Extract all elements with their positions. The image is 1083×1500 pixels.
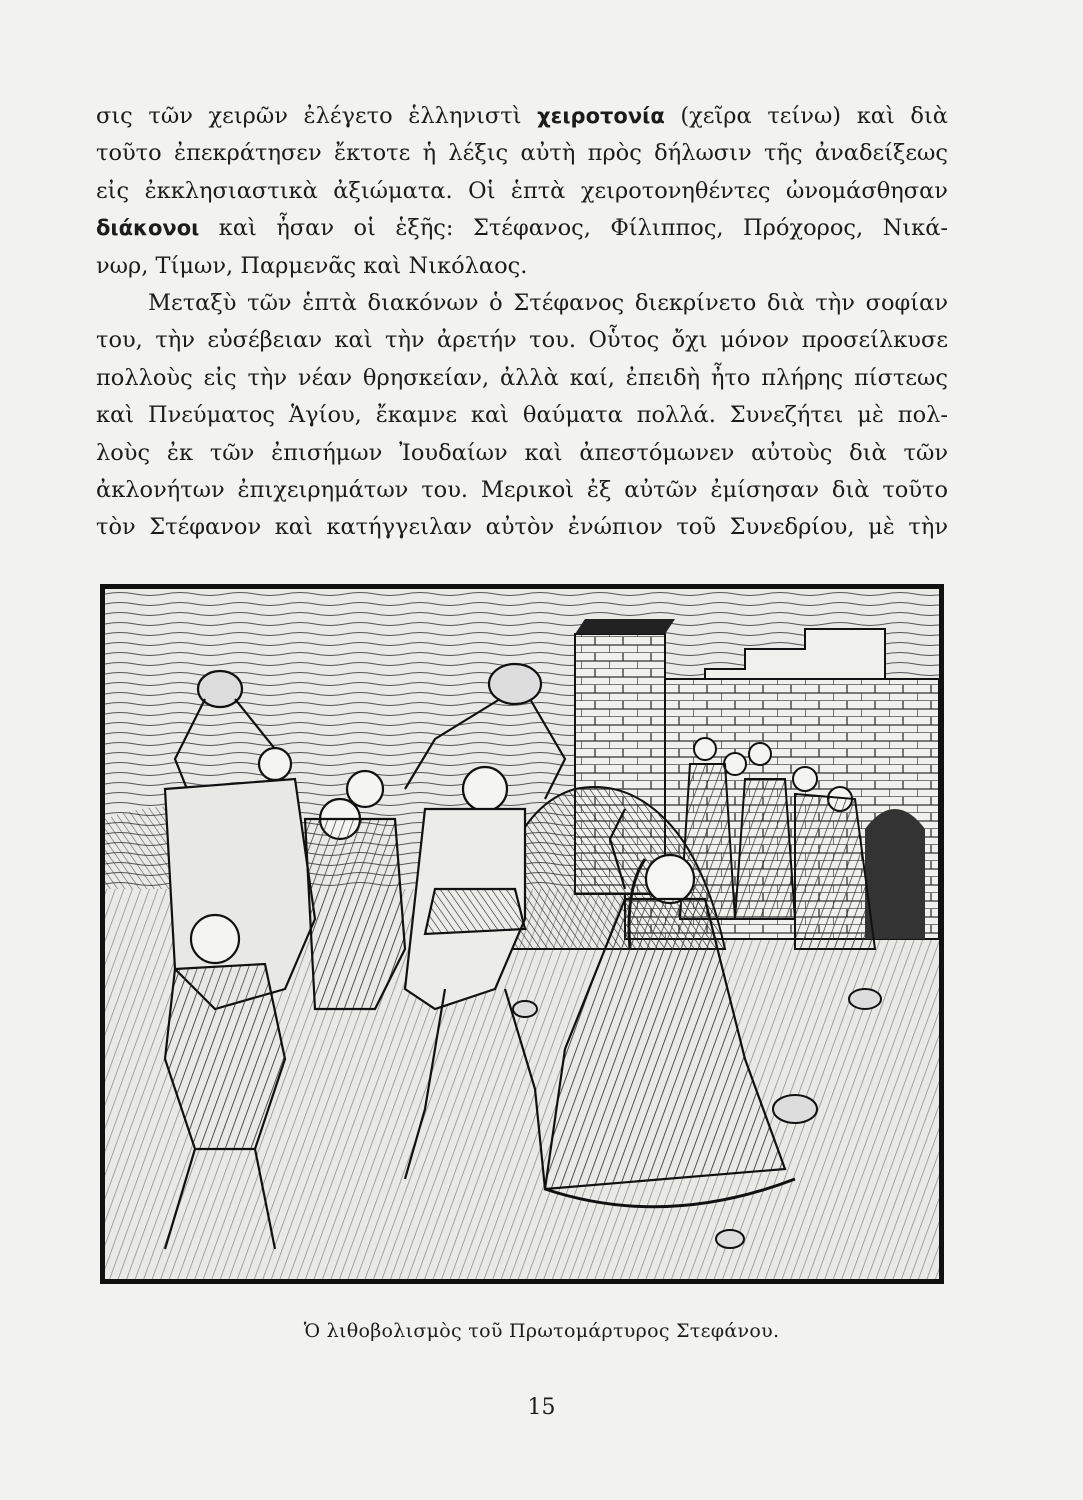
text-line: ἀκλονήτων ἐπιχειρημάτων του. Μερικοὶ ἐξ αὐτῶν ἐμίσησαν διὰ τοῦτο (96, 476, 948, 503)
text-line: νωρ, Τίμων, Παρμενᾶς καὶ Νικόλαος. (96, 252, 528, 279)
illustration-drawing (105, 589, 939, 1279)
text-line: καὶ Πνεύματος Ἁγίου, ἔκαμνε καὶ θαύματα πολλά. Συνεζήτει μὲ πολ- (96, 402, 948, 429)
woodcut-illustration (100, 584, 944, 1284)
text-line: τὸν Στέφανον καὶ κατήγγειλαν αὐτὸν ἐνώπιον τοῦ Συνεδρίου, μὲ τὴν (96, 514, 948, 541)
text-span: καὶ ἦσαν οἱ ἑξῆς: Στέφανος, Φίλιππος, Πρόχορος, Νικά- (199, 215, 948, 242)
body-text (96, 98, 948, 547)
text-line: του, τὴν εὐσέβειαν καὶ τὴν ἀρετήν του. Οὗτος ὄχι μόνον προσείλκυσε (96, 327, 948, 354)
tower-top (575, 619, 675, 634)
text-line: τοῦτο ἐπεκράτησεν ἔκτοτε ἡ λέξις αὐτὴ πρὸς δήλωσιν τῆς ἀναδείξεως (96, 140, 948, 167)
text-line: λοὺς ἐκ τῶν ἐπισήμων Ἰουδαίων καὶ ἀπεστόμωνεν αὐτοὺς διὰ τῶν (96, 439, 948, 466)
bold-term: διάκονοι (96, 216, 200, 241)
bold-term: χειροτονία (537, 104, 665, 128)
text-line: Μεταξὺ τῶν ἑπτὰ διακόνων ὁ Στέφανος διεκρίνετο διὰ τὴν σοφίαν (148, 289, 948, 316)
page-number: 15 (527, 1395, 556, 1420)
text-line (96, 98, 948, 135)
text-span: (χεῖρα τείνω) καὶ διὰ (664, 103, 948, 129)
text-line: εἰς ἐκκλησιαστικὰ ἀξιώματα. Οἱ ἑπτὰ χειροτονηθέντες ὠνομάσθησαν (96, 177, 948, 204)
text-span: σις τῶν χειρῶν ἐλέγετο ἑλληνιστὶ (96, 103, 538, 129)
text-line (96, 210, 948, 247)
gate-arch (865, 809, 925, 939)
figure-caption: Ὁ λιθοβολισμὸς τοῦ Πρωτομάρτυρος Στεφάνου. (303, 1320, 780, 1342)
text-line: πολλοὺς εἰς τὴν νέαν θρησκείαν, ἀλλὰ καί, ἐπειδὴ ἦτο πλήρης πίστεως (96, 364, 948, 391)
